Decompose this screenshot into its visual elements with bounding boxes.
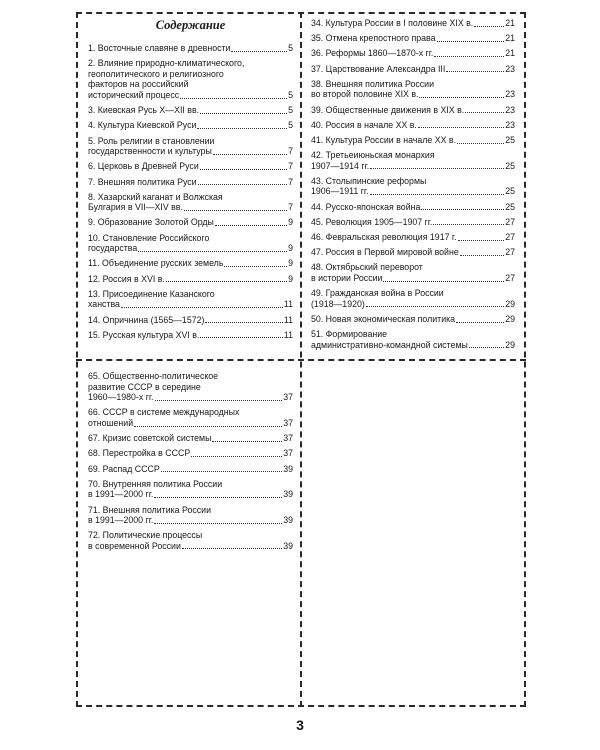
toc-entry-line: 1960—1980-х гг. <box>88 392 154 403</box>
toc-entry <box>88 58 293 100</box>
toc-entry-line: 9. Образование Золотой Орды <box>88 217 214 228</box>
toc-entry-line: 11. Объединение русских земель <box>88 258 224 269</box>
toc-entry-line: 70. Внутренняя политика России <box>88 478 223 489</box>
toc-entry <box>88 505 293 526</box>
toc-entry-line: 41. Культура России в начале XX в. <box>311 134 457 145</box>
toc-entry-line: Булгария в VII—XIV вв. <box>88 202 183 213</box>
toc-entry-line: 46. Февральская революция 1917 г. <box>311 232 457 243</box>
dot-leader <box>224 266 287 267</box>
toc-entry <box>311 150 515 171</box>
toc-entry <box>88 192 293 213</box>
toc-page-number: 27 <box>505 232 515 243</box>
toc-page-number: 23 <box>505 63 515 74</box>
dot-leader <box>191 456 282 457</box>
toc-entry-line: 3. Киевская Русь X—XII вв. <box>88 105 200 116</box>
toc-entry-line: 67. Кризис советской системы <box>88 433 212 444</box>
toc-page-number: 23 <box>505 104 515 115</box>
toc-entry-line: административно-командной системы <box>311 339 468 350</box>
toc-entry-line: 48. Октябрьский переворот <box>311 262 423 273</box>
dot-leader <box>154 497 282 498</box>
toc-page-number: 7 <box>288 202 293 213</box>
section-divider <box>76 359 526 361</box>
dot-leader <box>197 128 287 129</box>
toc-entry <box>88 161 293 172</box>
toc-page-number: 29 <box>505 298 515 309</box>
toc-page-number: 7 <box>288 176 293 187</box>
toc-entry-line: в современной России <box>88 540 181 551</box>
toc-entry-line: 12. Россия в XVI в. <box>88 273 165 284</box>
toc-entry-line: 50. Новая экономическая политика <box>311 313 456 324</box>
toc-page-number: 11 <box>283 314 293 325</box>
toc-entry-line: 51. Формирование <box>311 329 388 340</box>
toc-entry-line: 35. Отмена крепостного права <box>311 33 436 44</box>
toc-page-number: 27 <box>505 216 515 227</box>
toc-page-number: 11 <box>283 299 293 310</box>
toc-page-number: 37 <box>283 392 293 403</box>
toc-page-number: 11 <box>283 329 293 340</box>
toc-column-left-bottom <box>88 371 293 556</box>
toc-page-number: 7 <box>288 146 293 157</box>
toc-entry <box>88 274 293 285</box>
toc-page-number: 39 <box>283 540 293 551</box>
toc-entry-line: геополитического и религиозного <box>88 68 224 79</box>
dot-leader <box>155 400 283 401</box>
toc-entry <box>88 448 293 459</box>
toc-entry <box>311 232 515 243</box>
toc-page-number: 25 <box>505 201 515 212</box>
dot-leader <box>457 143 504 144</box>
toc-entry <box>88 407 293 428</box>
dot-leader <box>121 307 283 308</box>
toc-entry <box>311 64 515 75</box>
toc-page-number: 27 <box>505 247 515 258</box>
toc-entry <box>88 530 293 551</box>
toc-entry-line: 37. Царствование Александра III <box>311 63 446 74</box>
dot-leader <box>138 251 287 252</box>
toc-entry-line: 66. СССР в системе международных <box>88 407 240 418</box>
toc-entry-line: 1907—1914 гг. <box>311 160 370 171</box>
toc-title: Содержание <box>155 18 226 32</box>
dot-leader <box>184 210 287 211</box>
toc-entry-line: 7. Внешняя политика Руси <box>88 176 197 187</box>
dot-leader <box>370 168 504 169</box>
toc-entry <box>88 120 293 131</box>
dot-leader <box>198 184 287 185</box>
dot-leader <box>182 548 282 549</box>
toc-entry-line: в 1991—2000 гг. <box>88 489 154 500</box>
dot-leader <box>469 347 504 348</box>
dot-leader <box>205 322 282 323</box>
toc-entry-line: 45. Революция 1905—1907 гг. <box>311 216 433 227</box>
dot-leader <box>421 209 504 210</box>
dot-leader <box>366 306 504 307</box>
dot-leader <box>456 322 504 323</box>
dot-leader <box>180 98 287 99</box>
toc-entry <box>311 262 515 283</box>
toc-entry-line: (1918—1920) <box>311 298 365 309</box>
dot-leader <box>213 154 287 155</box>
dot-leader <box>161 471 283 472</box>
toc-entry-line: 65. Общественно-политическое <box>88 371 219 381</box>
toc-entry <box>311 288 515 309</box>
toc-entry-line: государственности и культуры <box>88 146 212 157</box>
toc-entry-line: отношений <box>88 417 134 428</box>
toc-entry <box>311 314 515 325</box>
toc-page-number: 23 <box>505 89 515 100</box>
toc-entry <box>311 135 515 146</box>
dot-leader <box>458 240 505 241</box>
toc-entry-line: 49. Гражданская война в России <box>311 288 444 299</box>
dot-leader <box>166 281 287 282</box>
toc-page-number: 39 <box>283 515 293 526</box>
toc-entry-line: 1. Восточные славяне в древности <box>88 43 231 53</box>
toc-entry <box>88 289 293 310</box>
toc-entry-line: в 1991—2000 гг. <box>88 515 154 526</box>
toc-entry-line: 71. Внешняя политика России <box>88 504 212 515</box>
dot-leader <box>154 523 282 524</box>
dot-leader <box>434 56 504 57</box>
toc-entry-line: 13. Присоединение Казанского <box>88 288 215 299</box>
toc-page-number: 7 <box>288 161 293 172</box>
dot-leader <box>383 281 504 282</box>
toc-page-number: 5 <box>288 105 293 116</box>
toc-entry-line: 47. Россия в Первой мировой войне <box>311 247 459 258</box>
toc-entry-line: 38. Внешняя политика России <box>311 78 435 89</box>
toc-entry <box>311 202 515 213</box>
toc-page-number: 39 <box>283 489 293 500</box>
dot-leader <box>419 97 504 98</box>
toc-page-number: 27 <box>505 273 515 283</box>
toc-entry-line: 44. Русско-японская война <box>311 201 421 212</box>
toc-entry <box>311 18 515 29</box>
toc-column-right-top <box>311 18 515 355</box>
dot-leader <box>215 225 287 226</box>
toc-entry <box>88 258 293 269</box>
toc-entry <box>88 371 293 403</box>
toc-entry-line: 14. Опричнина (1565—1572) <box>88 314 205 325</box>
toc-entry <box>311 105 515 116</box>
toc-entry <box>311 79 515 100</box>
toc-page-number: 21 <box>505 18 515 28</box>
toc-page-number: 9 <box>288 243 293 254</box>
toc-entry-line: 39. Общественные движения в XIX в. <box>311 104 465 115</box>
toc-entry-line: 1906—1911 гг. <box>311 186 369 197</box>
toc-page-number: 5 <box>288 120 293 131</box>
toc-entry-line: 2. Влияние природно-климатического, <box>88 58 245 69</box>
dot-leader <box>465 112 504 113</box>
toc-entry <box>88 479 293 500</box>
toc-entry-line: факторов на российский <box>88 79 189 90</box>
dot-leader <box>474 26 504 27</box>
toc-entry <box>311 217 515 228</box>
toc-entry-line: 40. Россия в начале XX в. <box>311 119 417 130</box>
dot-leader <box>212 441 282 442</box>
toc-page-number: 5 <box>288 89 293 100</box>
toc-entry <box>311 247 515 258</box>
dot-leader <box>437 41 505 42</box>
toc-entry <box>311 176 515 197</box>
toc-entry <box>88 43 293 54</box>
toc-entry <box>88 233 293 254</box>
toc-entry-line: 42. Третьеиюньская монархия <box>311 150 435 161</box>
toc-page-number: 23 <box>505 119 515 130</box>
toc-entry <box>88 105 293 116</box>
toc-page-number: 37 <box>283 417 293 428</box>
toc-entry-line: 72. Политические процессы <box>88 530 203 541</box>
toc-entry <box>311 329 515 350</box>
toc-entry-line: ханства <box>88 299 120 310</box>
dot-leader <box>446 71 504 72</box>
toc-page-number: 37 <box>283 448 293 459</box>
toc-page-number: 21 <box>505 33 515 44</box>
dot-leader <box>231 51 287 52</box>
toc-page-number: 29 <box>505 313 515 324</box>
dot-leader <box>460 255 504 256</box>
toc-page-number: 37 <box>283 433 293 444</box>
toc-entry-line: 34. Культура России в I половине XIX в. <box>311 18 474 28</box>
toc-entry-line: государства <box>88 243 138 254</box>
toc-entry-line: 68. Перестройка в СССР <box>88 448 191 459</box>
toc-entry <box>311 33 515 44</box>
toc-entry-line: 10. Становление Российского <box>88 232 210 243</box>
page-number: 3 <box>296 717 304 733</box>
toc-page-number: 9 <box>288 258 293 269</box>
toc-entry-line: 8. Хазарский каганат и Волжская <box>88 191 223 202</box>
toc-entry <box>311 120 515 131</box>
toc-entry <box>311 48 515 59</box>
toc-entry <box>88 217 293 228</box>
toc-entry <box>88 330 293 341</box>
toc-entry <box>88 177 293 188</box>
toc-page-number: 5 <box>288 43 293 53</box>
dot-leader <box>200 337 283 338</box>
toc-entry-line: 5. Роль религии в становлении <box>88 135 215 146</box>
toc-page-number: 9 <box>288 217 293 228</box>
toc-page-number: 25 <box>505 160 515 171</box>
toc-entry-line: 43. Столыпинские реформы <box>311 175 427 186</box>
dot-leader <box>370 194 505 195</box>
toc-entry-line: 6. Церковь в Древней Руси <box>88 161 199 172</box>
toc-entry-line: 69. Распад СССР <box>88 463 160 474</box>
dot-leader <box>200 169 287 170</box>
dot-leader <box>433 224 504 225</box>
toc-page-number: 9 <box>288 273 293 284</box>
toc-entry <box>88 136 293 157</box>
toc-entry-line: развитие СССР в середине <box>88 381 201 392</box>
toc-column-left-top <box>88 18 293 345</box>
toc-entry-line: в истории России <box>311 273 383 283</box>
toc-entry-line: 15. Русская культура XVI в. <box>88 329 200 340</box>
dot-leader <box>134 426 282 427</box>
toc-entry-line: 4. Культура Киевской Руси <box>88 120 197 131</box>
toc-page-number: 39 <box>283 463 293 474</box>
toc-entry-line: во второй половине XIX в. <box>311 89 419 100</box>
toc-entry-line: 36. Реформы 1860—1870-х гг. <box>311 48 434 59</box>
toc-page-number: 21 <box>505 48 515 59</box>
toc-page-number: 25 <box>505 134 515 145</box>
toc-entry <box>88 464 293 475</box>
toc-page-number: 29 <box>505 339 515 350</box>
dot-leader <box>200 113 287 114</box>
dot-leader <box>418 127 504 128</box>
toc-entry <box>88 315 293 326</box>
toc-entry-line: исторический процесс <box>88 89 180 100</box>
toc-entry <box>88 433 293 444</box>
toc-page-number: 25 <box>505 186 515 197</box>
